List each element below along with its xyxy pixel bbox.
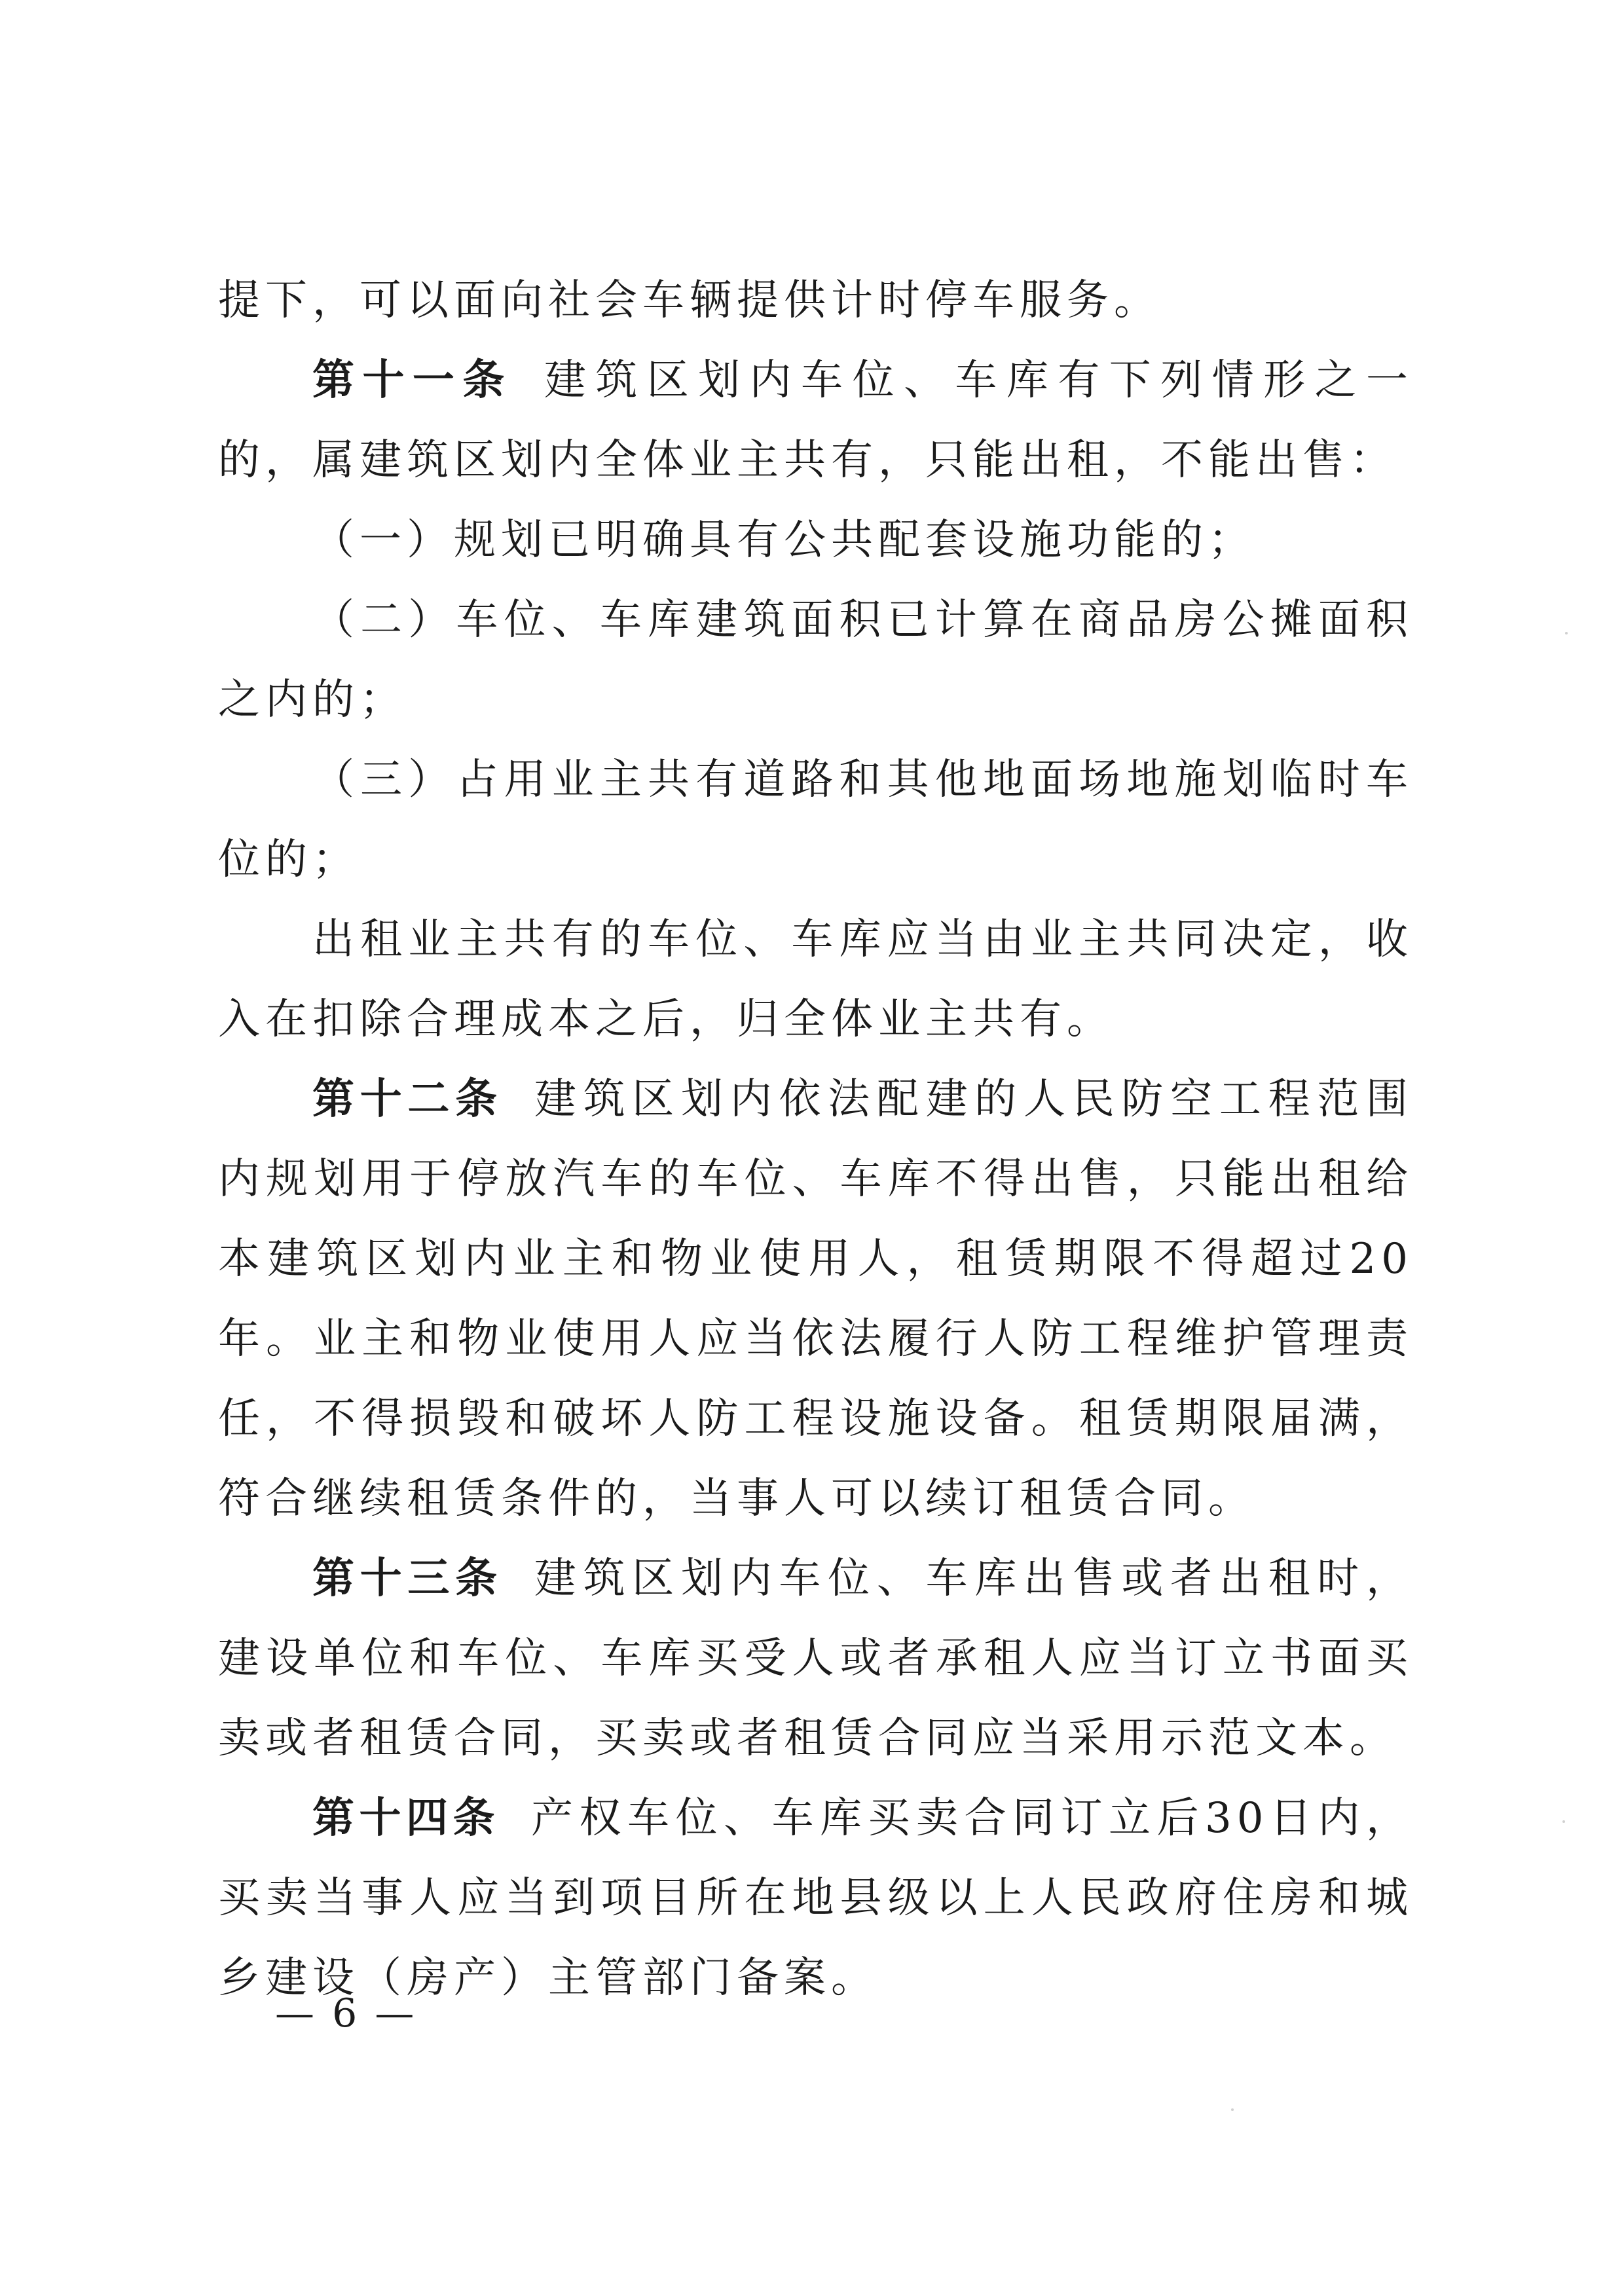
article-heading: 第十二条 [312,1075,503,1124]
article-heading: 第十四条 [312,1794,500,1843]
paragraph-item-3 [218,740,1413,900]
scan-speck [1562,1820,1565,1823]
page-number: — 6 — [275,1991,417,2036]
paragraph-text: 建筑区划内车位、车库有下列情形之一的，属建筑区划内全体业主共有，只能出租，不能出售： [218,356,1414,485]
paragraph-text: 建筑区划内车位、车库出售或者出租时，建设单位和车位、车库买受人或者承租人应当订立书面买卖或者租赁合同，买卖或者租赁合同应当采用示范文本。 [218,1554,1414,1763]
paragraph-text: （一）规划已明确具有公共配套设施功能的； [312,516,1255,564]
article-heading: 第十三条 [312,1554,503,1603]
scan-speck [1565,632,1568,634]
document-body [218,261,1413,2018]
paragraph-article-11 [218,340,1413,500]
paragraph-item-1 [218,500,1413,580]
paragraph-text: 出租业主共有的车位、车库应当由业主共同决定，收入在扣除合理成本之后，归全体业主共有。 [218,915,1413,1044]
paragraph-rental-income [218,900,1413,1059]
paragraph-article-12 [218,1059,1413,1539]
paragraph-text: （二）车位、车库建筑面积已计算在商品房公摊面积之内的； [218,596,1413,724]
paragraph-item-2 [218,580,1413,740]
paragraph-article-13 [218,1539,1413,1778]
paragraph-1 [218,261,1413,340]
article-heading: 第十一条 [312,356,513,405]
paragraph-text: 建筑区划内依法配建的人民防空工程范围内规划用于停放汽车的车位、车库不得出售，只能出租给本建筑区划内业主和物业使用人，租赁期限不得超过20年。业主和物业使用人应当依法履行人防工程维护管理责任，不得损毁和破坏人防工程设施设备。租赁期限届满，符合继续租赁条件的，当事人可以续订租赁合同。 [218,1075,1414,1523]
paragraph-text: 提下，可以面向社会车辆提供计时停车服务。 [218,276,1161,325]
paragraph-text: 产权车位、车库买卖合同订立后30日内，买卖当事人应当到项目所在地县级以上人民政府住房和城乡建设（房产）主管部门备案。 [218,1794,1414,2002]
paragraph-article-14 [218,1778,1413,2018]
paragraph-text: （三）占用业主共有道路和其他地面场地施划临时车位的； [218,756,1413,884]
scan-speck [1231,2108,1234,2111]
